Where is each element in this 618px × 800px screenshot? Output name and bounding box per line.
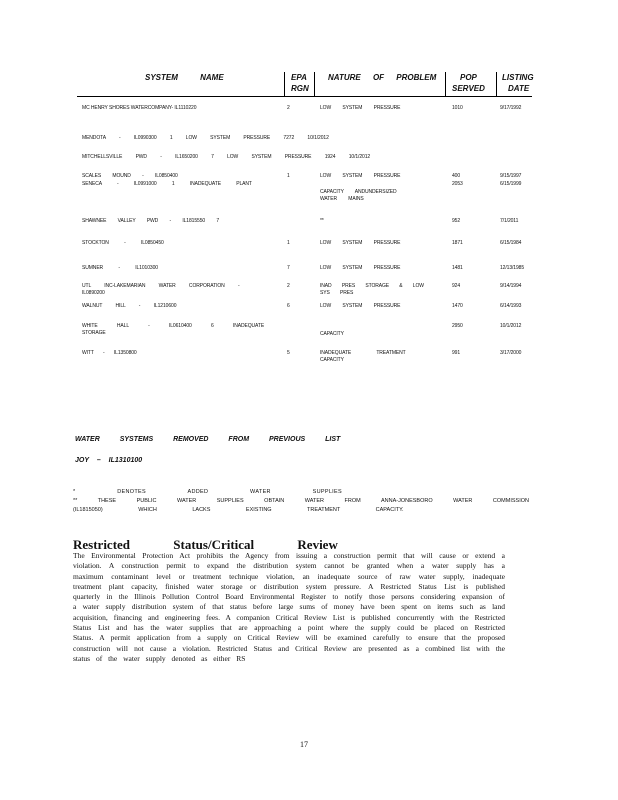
cell-date: 10/1/2012 <box>500 323 522 329</box>
cell-pop: 2053 <box>452 181 463 187</box>
header-pop: POP <box>460 73 477 82</box>
header-date: DATE <box>508 84 530 93</box>
cell-pop: 1481 <box>452 265 463 271</box>
cell-date: 6/15/1999 <box>500 181 522 187</box>
cell-problem: LOW SYSTEM PRESSURE <box>320 303 401 309</box>
cell-date: 12/13/1985 <box>500 265 525 271</box>
cell-system: MC HENRY SHORES WATERCOMPANY- IL1110220 <box>82 105 197 111</box>
cell-rgn: 6 <box>287 303 290 309</box>
cell-pop: 1470 <box>452 303 463 309</box>
removed-item: JOY – IL1310100 <box>75 457 143 464</box>
cell-system: STOCKTON - IL0850450 <box>82 240 164 246</box>
header-epa: EPA <box>291 73 307 82</box>
cell-system: WITT - IL1350800 <box>82 350 137 356</box>
cell-problem: INADEQUATE TREATMENT CAPACITY <box>320 350 406 363</box>
removed-heading: WATER SYSTEMS REMOVED FROM PREVIOUS LIST <box>75 436 341 443</box>
footnote: (IL1815050) WHICH LACKS EXISTING TREATMENT CAPACITY. <box>73 507 404 513</box>
column-divider <box>284 72 285 96</box>
cell-rgn: 5 <box>287 350 290 356</box>
cell-problem: LOW SYSTEM PRESSURE <box>320 240 401 246</box>
footnote: * DENOTES ADDED WATER SUPPLIES <box>73 489 342 495</box>
cell-problem: LOW SYSTEM PRESSURE <box>320 265 401 271</box>
cell-problem: LOW SYSTEM PRESSURE <box>320 105 401 111</box>
cell-system: WALNUT HILL - IL1210600 <box>82 303 177 309</box>
cell-system: MENDOTA - IL0990300 1 LOW SYSTEM PRESSURE 7272 10/1/2012 <box>82 135 329 141</box>
cell-system: SUMNER - IL1010300 <box>82 265 158 271</box>
cell-pop: 2950 <box>452 323 463 329</box>
header-system-name: SYSTEM NAME <box>145 73 224 82</box>
cell-system: UTL INC-LAKEMARIAN WATER CORPORATION - IL0890200 <box>82 283 240 296</box>
cell-problem: ** <box>320 218 324 224</box>
cell-pop: 1010 <box>452 105 463 111</box>
cell-pop: 924 <box>452 283 461 289</box>
header-nature-of-problem: NATURE OF PROBLEM <box>328 73 437 82</box>
cell-problem: CAPACITY ANDUNDERSIZED WATER MAINS <box>320 189 397 202</box>
cell-date: 9/17/1992 <box>500 105 522 111</box>
header-rgn: RGN <box>291 84 309 93</box>
cell-system: WHITE HALL - IL0610400 6 INADEQUATE STORAGE <box>82 323 265 336</box>
footnote: ** THESE PUBLIC WATER SUPPLIES OBTAIN WATER FROM ANNA-JONESBORO WATER COMMISSION <box>73 498 529 504</box>
section-paragraph: The Environmental Protection Act prohibits the Agency from issuing a construction permit that will cause or extend a violation. A construction permit to expand the distribution system cannot be granted when a water supply has a maximum contaminant level or treatment technique violation, an inadequate source of raw water supply, inadequate treatment plant capacity, finished water storage or distribution system pressure. A Restricted Status List is published quarterly in the Illinois Pollution Control Board Environmental Register to notify those persons considering expansion of a water supply distribution system of that status before large sums of money have been spent on items such as land acquisition, financing and engineering fees. A companion Critical Review List is published concurrently with the Restricted Status List and has the water supplies that are approaching a point where the supply could be placed on Restricted Status. A permit application from a supply on Critical Review will be examined carefully to ensure that the proposed construction will not cause a violation. Restricted Status and Critical Review are presented as a combined list with the status of the water supply denoted as either RS <box>73 551 505 663</box>
header-served: SERVED <box>452 84 485 93</box>
header-rule <box>77 96 532 97</box>
cell-system: SENECA - IL0991000 1 INADEQUATE PLANT <box>82 181 252 187</box>
cell-rgn: 2 <box>287 105 290 111</box>
cell-date: 7/1/2011 <box>500 218 519 224</box>
cell-date: 3/17/2000 <box>500 350 522 356</box>
header-listing: LISTING <box>502 73 534 82</box>
cell-problem: LOW SYSTEM PRESSURE <box>320 173 401 179</box>
cell-date: 6/15/1984 <box>500 240 522 246</box>
cell-problem: CAPACITY <box>320 331 344 337</box>
cell-rgn: 2 <box>287 283 290 289</box>
cell-date: 6/14/1993 <box>500 303 522 309</box>
column-divider <box>496 72 497 96</box>
cell-date: 9/15/1997 <box>500 173 522 179</box>
cell-rgn: 1 <box>287 173 290 179</box>
cell-rgn: 1 <box>287 240 290 246</box>
cell-pop: 1871 <box>452 240 463 246</box>
cell-system: SCALES MOUND - IL0850400 <box>82 173 178 179</box>
cell-system: SHAWNEE VALLEY PWD - IL1815550 7 <box>82 218 220 224</box>
cell-problem: INAD PRES STORAGE & LOW SYS PRES <box>320 283 424 296</box>
cell-pop: 952 <box>452 218 461 224</box>
cell-pop: 400 <box>452 173 461 179</box>
page-number: 17 <box>300 740 308 749</box>
section-title: Restricted Status/Critical Review <box>73 537 338 552</box>
cell-date: 9/14/1994 <box>500 283 522 289</box>
cell-system: MITCHELLSVILLE PWD - IL1650200 7 LOW SYSTEM PRESSURE 1924 10/1/2012 <box>82 154 371 160</box>
cell-rgn: 7 <box>287 265 290 271</box>
column-divider <box>314 72 315 96</box>
cell-pop: 991 <box>452 350 461 356</box>
column-divider <box>445 72 446 96</box>
